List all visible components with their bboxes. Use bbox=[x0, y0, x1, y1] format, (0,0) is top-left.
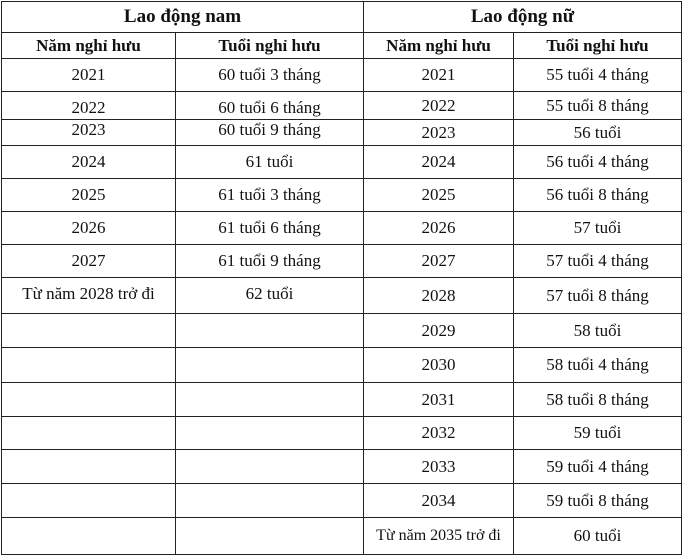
female-year-cell: 2034 bbox=[364, 484, 514, 518]
table-row bbox=[2, 212, 682, 245]
male-year-cell-empty bbox=[2, 484, 176, 518]
male-age-cell-empty bbox=[176, 518, 364, 555]
male-age-cell-empty bbox=[176, 417, 364, 450]
female-age-cell: 57 tuổi 4 tháng bbox=[514, 245, 682, 278]
female-age-cell: 59 tuổi 8 tháng bbox=[514, 484, 682, 518]
female-age-cell: 55 tuổi 8 tháng bbox=[514, 92, 682, 120]
male-year-cell: 2025 bbox=[2, 179, 176, 212]
female-age-cell: 56 tuổi 4 tháng bbox=[514, 146, 682, 179]
female-year-column-header: Năm nghỉ hưu bbox=[364, 33, 514, 59]
table-row bbox=[2, 278, 682, 314]
table-row bbox=[2, 92, 682, 120]
male-year-cell-empty bbox=[2, 417, 176, 450]
male-age-cell: 61 tuổi 6 tháng bbox=[176, 212, 364, 245]
male-age-cell: 61 tuổi 9 tháng bbox=[176, 245, 364, 278]
male-age-cell: 60 tuổi 9 tháng bbox=[176, 120, 364, 146]
female-year-cell: 2030 bbox=[364, 348, 514, 383]
female-year-cell: 2023 bbox=[364, 120, 514, 146]
female-year-cell: 2024 bbox=[364, 146, 514, 179]
table-row bbox=[2, 450, 682, 484]
table-row bbox=[2, 314, 682, 348]
table-row bbox=[2, 179, 682, 212]
female-age-cell: 59 tuổi bbox=[514, 417, 682, 450]
female-age-cell: 58 tuổi 8 tháng bbox=[514, 383, 682, 417]
male-age-cell-empty bbox=[176, 348, 364, 383]
table-row bbox=[2, 417, 682, 450]
male-group-header: Lao động nam bbox=[2, 2, 364, 33]
table-row bbox=[2, 146, 682, 179]
male-age-cell: 61 tuổi bbox=[176, 146, 364, 179]
male-year-cell-empty bbox=[2, 518, 176, 555]
male-year-cell-empty bbox=[2, 314, 176, 348]
female-year-cell: 2033 bbox=[364, 450, 514, 484]
retirement-age-table bbox=[1, 1, 682, 555]
male-year-cell: 2021 bbox=[2, 59, 176, 92]
female-age-cell: 56 tuổi 8 tháng bbox=[514, 179, 682, 212]
table-row bbox=[2, 245, 682, 278]
male-age-cell-empty bbox=[176, 314, 364, 348]
female-year-cell: 2025 bbox=[364, 179, 514, 212]
column-header-row bbox=[2, 33, 682, 59]
female-year-cell: 2028 bbox=[364, 278, 514, 314]
table-row bbox=[2, 59, 682, 92]
male-year-cell-empty bbox=[2, 450, 176, 484]
male-year-cell: 2024 bbox=[2, 146, 176, 179]
female-age-cell: 60 tuổi bbox=[514, 518, 682, 555]
male-year-cell: 2027 bbox=[2, 245, 176, 278]
table-row bbox=[2, 383, 682, 417]
male-year-cell: Từ năm 2028 trở đi bbox=[2, 278, 176, 314]
female-age-cell: 57 tuổi bbox=[514, 212, 682, 245]
male-age-cell-empty bbox=[176, 484, 364, 518]
male-year-cell: 2022 bbox=[2, 92, 176, 120]
table-row bbox=[2, 348, 682, 383]
table-row bbox=[2, 484, 682, 518]
male-age-cell: 60 tuổi 3 tháng bbox=[176, 59, 364, 92]
female-year-cell: 2031 bbox=[364, 383, 514, 417]
female-age-cell: 58 tuổi bbox=[514, 314, 682, 348]
female-age-cell: 58 tuổi 4 tháng bbox=[514, 348, 682, 383]
male-year-column-header: Năm nghỉ hưu bbox=[2, 33, 176, 59]
female-age-cell: 57 tuổi 8 tháng bbox=[514, 278, 682, 314]
male-year-cell: 2023 bbox=[2, 120, 176, 146]
female-age-cell: 56 tuổi bbox=[514, 120, 682, 146]
female-year-cell: 2032 bbox=[364, 417, 514, 450]
female-group-header: Lao động nữ bbox=[364, 2, 682, 33]
female-year-cell: 2026 bbox=[364, 212, 514, 245]
female-age-cell: 59 tuổi 4 tháng bbox=[514, 450, 682, 484]
female-year-cell: 2027 bbox=[364, 245, 514, 278]
table-row bbox=[2, 518, 682, 555]
female-year-cell: 2021 bbox=[364, 59, 514, 92]
male-year-cell-empty bbox=[2, 383, 176, 417]
female-age-column-header: Tuổi nghỉ hưu bbox=[514, 33, 682, 59]
male-age-column-header: Tuổi nghỉ hưu bbox=[176, 33, 364, 59]
male-age-cell-empty bbox=[176, 450, 364, 484]
male-age-cell: 61 tuổi 3 tháng bbox=[176, 179, 364, 212]
female-year-cell: 2029 bbox=[364, 314, 514, 348]
group-header-row bbox=[2, 2, 682, 33]
male-year-cell: 2026 bbox=[2, 212, 176, 245]
female-age-cell: 55 tuổi 4 tháng bbox=[514, 59, 682, 92]
male-age-cell: 60 tuổi 6 tháng bbox=[176, 92, 364, 120]
male-age-cell: 62 tuổi bbox=[176, 278, 364, 314]
female-year-cell: 2022 bbox=[364, 92, 514, 120]
male-age-cell-empty bbox=[176, 383, 364, 417]
male-year-cell-empty bbox=[2, 348, 176, 383]
female-year-cell: Từ năm 2035 trở đi bbox=[364, 518, 514, 555]
table-row bbox=[2, 120, 682, 146]
